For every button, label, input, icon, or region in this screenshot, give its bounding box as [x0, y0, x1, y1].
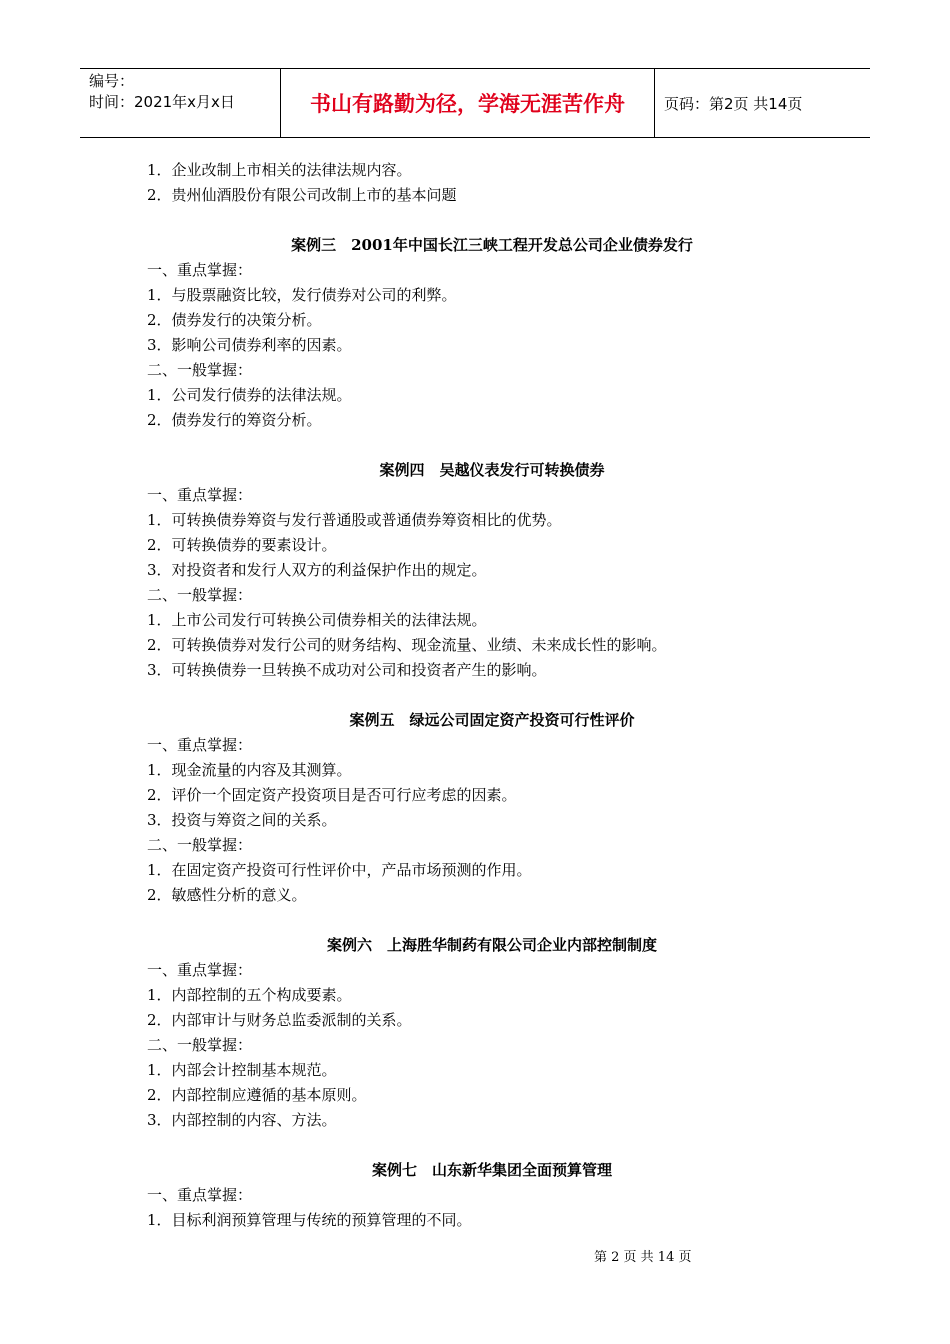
general-point-item: 2．内部控制应遵循的基本原则。: [147, 1086, 367, 1104]
case-title: 案例四 吴越仪表发行可转换债券: [379, 461, 605, 479]
header-page-info: 页码：第2页 共14页: [664, 94, 803, 113]
general-points-label: 二、一般掌握：: [147, 361, 253, 379]
key-points-label: 一、重点掌握：: [147, 1186, 253, 1204]
general-point-item: 1．公司发行债券的法律法规。: [147, 386, 352, 404]
case-title: 案例六 上海胜华制药有限公司企业内部控制制度: [326, 936, 657, 954]
general-point-item: 1．在固定资产投资可行性评价中，产品市场预测的作用。: [147, 861, 532, 879]
general-points-label: 二、一般掌握：: [147, 586, 253, 604]
header-motto: 书山有路勤为径，学海无涯苦作舟: [281, 69, 655, 137]
key-point-item: 1．现金流量的内容及其测算。: [147, 761, 352, 779]
footer-page-number: 第 2 页 共 14 页: [594, 1250, 692, 1265]
section-spacer: [147, 208, 847, 233]
general-points-label: 二、一般掌握：: [147, 836, 253, 854]
general-point-item: 2．债券发行的筹资分析。: [147, 411, 322, 429]
key-points-label: 一、重点掌握：: [147, 736, 253, 754]
general-point-item: 2．可转换债券对发行公司的财务结构、现金流量、业绩、未来成长性的影响。: [147, 636, 667, 654]
general-point-item: 1．上市公司发行可转换公司债券相关的法律法规。: [147, 611, 487, 629]
document-body: [147, 158, 847, 1233]
section-spacer: [147, 1133, 847, 1158]
key-point-item: 3．影响公司债券利率的因素。: [147, 336, 352, 354]
key-point-item: 2．债券发行的决策分析。: [147, 311, 322, 329]
key-point-item: 2．可转换债券的要素设计。: [147, 536, 337, 554]
intro-item: 2．贵州仙酒股份有限公司改制上市的基本问题: [147, 186, 457, 204]
case-title: 案例三 2001年中国长江三峡工程开发总公司企业债券发行: [291, 236, 693, 254]
section-spacer: [147, 908, 847, 933]
key-points-label: 一、重点掌握：: [147, 261, 253, 279]
document-number-label: 编号：: [89, 72, 135, 90]
general-point-item: 3．可转换债券一旦转换不成功对公司和投资者产生的影响。: [147, 661, 547, 679]
key-point-item: 1．与股票融资比较，发行债券对公司的利弊。: [147, 286, 457, 304]
header-meta: [80, 69, 281, 137]
section-spacer: [147, 683, 847, 708]
key-points-label: 一、重点掌握：: [147, 961, 253, 979]
key-point-item: 1．可转换债券筹资与发行普通股或普通债券筹资相比的优势。: [147, 511, 562, 529]
key-point-item: 3．对投资者和发行人双方的利益保护作出的规定。: [147, 561, 487, 579]
key-points-label: 一、重点掌握：: [147, 486, 253, 504]
key-point-item: 1．内部控制的五个构成要素。: [147, 986, 352, 1004]
general-point-item: 1．内部会计控制基本规范。: [147, 1061, 337, 1079]
page-header: [80, 68, 870, 138]
key-point-item: 2．内部审计与财务总监委派制的关系。: [147, 1011, 412, 1029]
case-title: 案例七 山东新华集团全面预算管理: [371, 1161, 612, 1179]
key-point-item: 2．评价一个固定资产投资项目是否可行应考虑的因素。: [147, 786, 517, 804]
section-spacer: [147, 433, 847, 458]
document-time-label: 时间：2021年x月x日: [89, 93, 235, 111]
intro-item: 1．企业改制上市相关的法律法规内容。: [147, 161, 412, 179]
general-point-item: 2．敏感性分析的意义。: [147, 886, 307, 904]
case-title: 案例五 绿远公司固定资产投资可行性评价: [349, 711, 635, 729]
general-points-label: 二、一般掌握：: [147, 1036, 253, 1054]
key-point-item: 1．目标利润预算管理与传统的预算管理的不同。: [147, 1211, 472, 1229]
general-point-item: 3．内部控制的内容、方法。: [147, 1111, 337, 1129]
key-point-item: 3．投资与筹资之间的关系。: [147, 811, 337, 829]
